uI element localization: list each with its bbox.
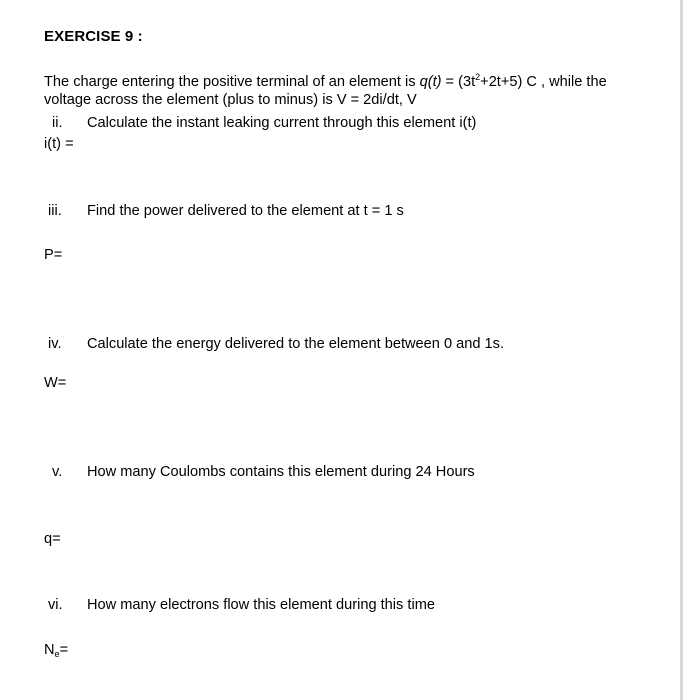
intro-line-1-start: The charge entering the positive terminal of an element is: [44, 74, 420, 90]
exponent: 2: [475, 72, 481, 82]
intro-line-2: voltage across the element (plus to minus) is V = 2di/dt, V: [44, 92, 417, 108]
answer-vi-subscript: e: [54, 649, 60, 659]
question-number-v: v.: [52, 464, 63, 480]
exercise-title: EXERCISE 9 :: [44, 28, 143, 45]
question-v-text: How many Coulombs contains this element during 24 Hours: [87, 464, 475, 480]
answer-vi: [44, 641, 68, 659]
answer-iv: W=: [44, 375, 67, 391]
charge-function: q(t): [419, 74, 442, 90]
question-iv-text: Calculate the energy delivered to the element between 0 and 1s.: [87, 336, 505, 352]
question-ii-text: Calculate the instant leaking current through this element i(t): [87, 115, 477, 131]
answer-ii: i(t) =: [44, 136, 74, 152]
question-number-iii: iii.: [48, 203, 62, 219]
question-vi-text: How many electrons flow this element during this time: [87, 597, 435, 613]
intro-line-1-eq: = (3t: [441, 74, 476, 90]
question-number-iv: iv.: [48, 336, 62, 352]
answer-vi-symbol: N: [44, 642, 55, 658]
answer-vi-equals: =: [59, 642, 69, 658]
question-number-ii: ii.: [52, 115, 63, 131]
intro-line-1: [44, 73, 607, 91]
answer-iii: P=: [44, 247, 63, 263]
question-number-vi: vi.: [48, 597, 63, 613]
intro-line-1-end: +2t+5) C , while the: [480, 74, 607, 90]
question-iii-text: Find the power delivered to the element at t = 1 s: [87, 203, 404, 219]
answer-v: q=: [44, 531, 61, 547]
